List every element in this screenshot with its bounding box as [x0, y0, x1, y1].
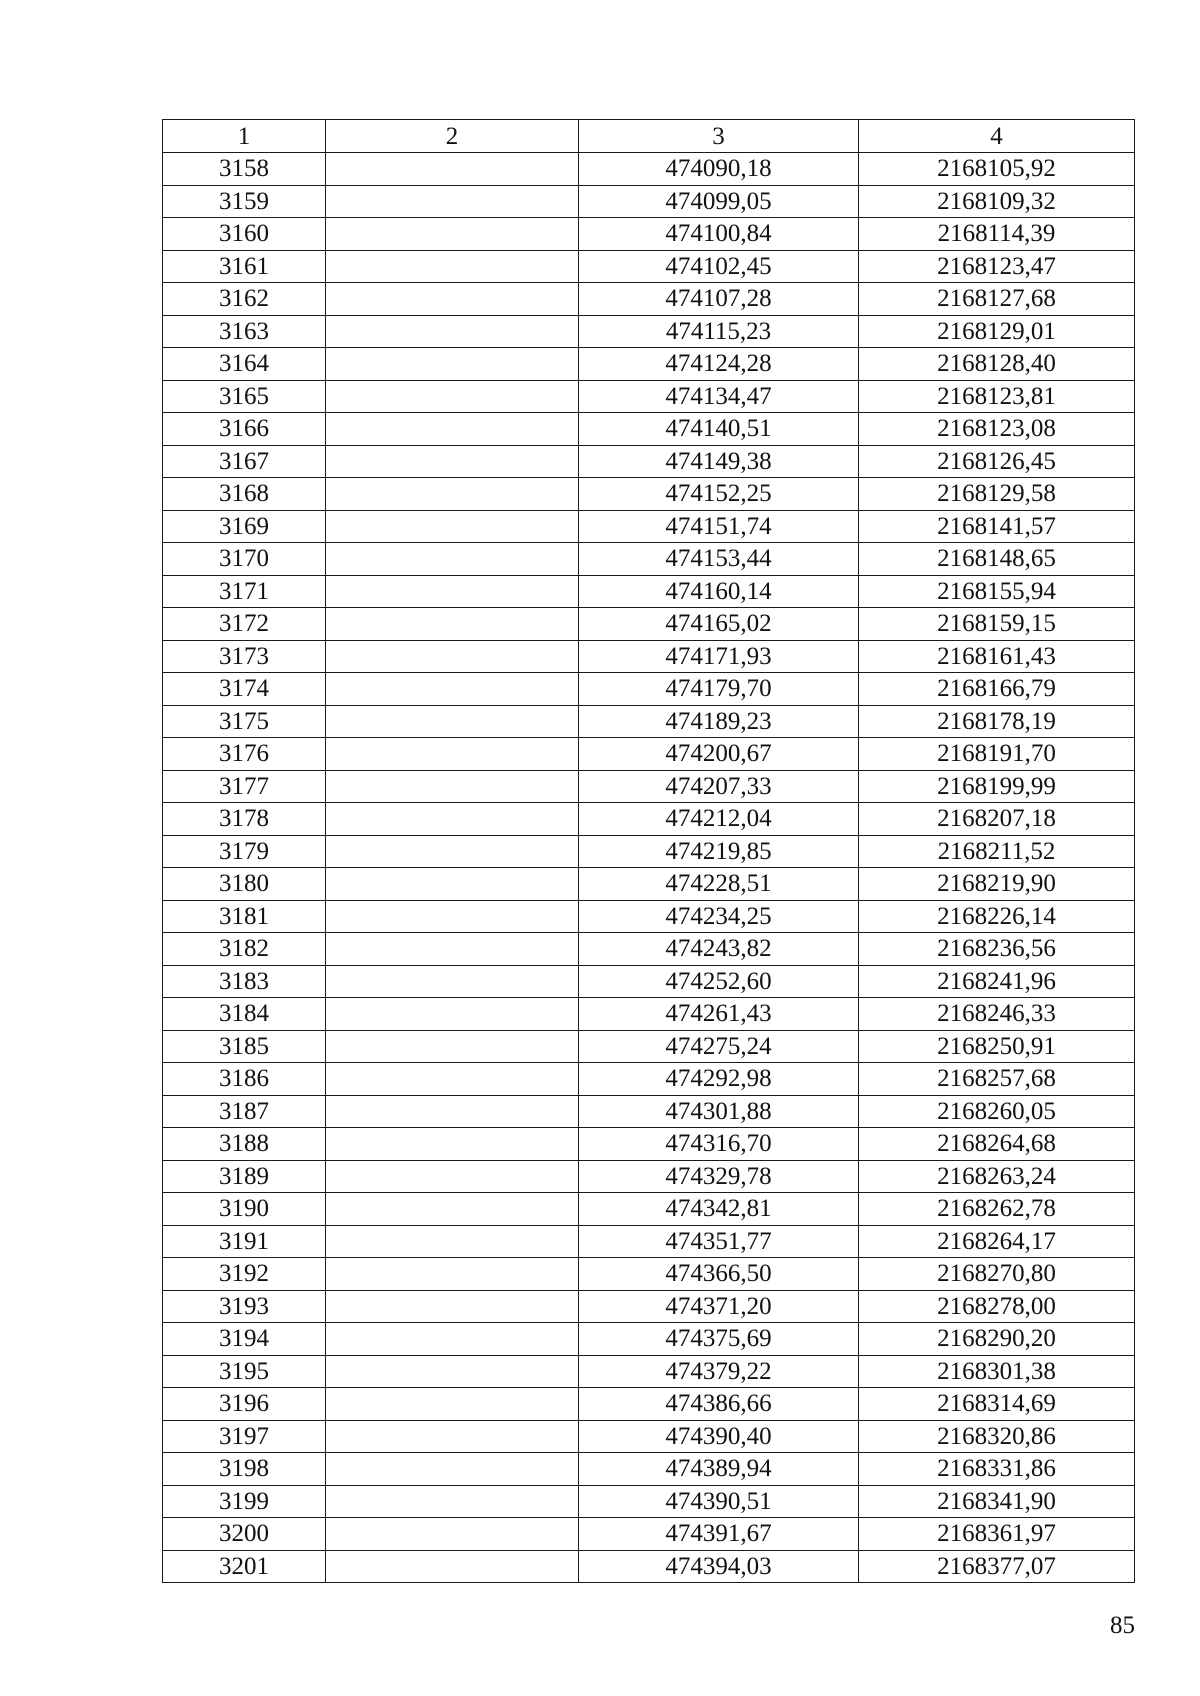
- table-cell-col-4: 2168155,94: [859, 575, 1135, 608]
- table-cell-col-4: 2168123,08: [859, 413, 1135, 446]
- table-cell-col-4: 2168262,78: [859, 1193, 1135, 1226]
- table-cell-col-3: 474171,93: [579, 640, 859, 673]
- table-cell-col-1: 3196: [163, 1388, 326, 1421]
- table-cell-col-3: 474390,40: [579, 1420, 859, 1453]
- table-row: [163, 608, 1135, 641]
- table-cell-col-4: 2168127,68: [859, 283, 1135, 316]
- table-cell-col-2: [326, 868, 579, 901]
- table-cell-col-2: [326, 738, 579, 771]
- table-cell-col-4: 2168141,57: [859, 510, 1135, 543]
- table-row: [163, 1453, 1135, 1486]
- table-cell-col-3: 474292,98: [579, 1063, 859, 1096]
- table-cell-col-3: 474394,03: [579, 1550, 859, 1583]
- table-cell-col-2: [326, 1095, 579, 1128]
- table-cell-col-3: 474342,81: [579, 1193, 859, 1226]
- table-cell-col-3: 474243,82: [579, 933, 859, 966]
- table-cell-col-2: [326, 1258, 579, 1291]
- table-cell-col-2: [326, 1518, 579, 1551]
- table-cell-col-4: 2168123,47: [859, 250, 1135, 283]
- table-cell-col-3: 474212,04: [579, 803, 859, 836]
- table-cell-col-3: 474151,74: [579, 510, 859, 543]
- table-row: [163, 1485, 1135, 1518]
- table-row: [163, 1063, 1135, 1096]
- table-cell-col-3: 474107,28: [579, 283, 859, 316]
- table-cell-col-3: 474386,66: [579, 1388, 859, 1421]
- table-cell-col-4: 2168341,90: [859, 1485, 1135, 1518]
- page-number: 85: [1110, 1612, 1135, 1639]
- table-cell-col-3: 474390,51: [579, 1485, 859, 1518]
- table-cell-col-3: 474102,45: [579, 250, 859, 283]
- table-row: [163, 413, 1135, 446]
- table-cell-col-3: 474275,24: [579, 1030, 859, 1063]
- table-cell-col-1: 3198: [163, 1453, 326, 1486]
- table-row: [163, 1290, 1135, 1323]
- table-cell-col-1: 3191: [163, 1225, 326, 1258]
- table-cell-col-2: [326, 1485, 579, 1518]
- column-header-2: 2: [326, 120, 579, 153]
- table-cell-col-4: 2168128,40: [859, 348, 1135, 381]
- table-cell-col-2: [326, 1355, 579, 1388]
- table-cell-col-1: 3197: [163, 1420, 326, 1453]
- table-row: [163, 673, 1135, 706]
- table-cell-col-3: 474099,05: [579, 185, 859, 218]
- table-row: [163, 315, 1135, 348]
- table-cell-col-4: 2168236,56: [859, 933, 1135, 966]
- table-cell-col-2: [326, 1063, 579, 1096]
- table-cell-col-2: [326, 348, 579, 381]
- table-cell-col-4: 2168166,79: [859, 673, 1135, 706]
- table-row: [163, 510, 1135, 543]
- table-cell-col-1: 3166: [163, 413, 326, 446]
- table-cell-col-3: 474329,78: [579, 1160, 859, 1193]
- table-cell-col-3: 474153,44: [579, 543, 859, 576]
- table-row: [163, 445, 1135, 478]
- table-cell-col-4: 2168126,45: [859, 445, 1135, 478]
- table-cell-col-2: [326, 315, 579, 348]
- table-cell-col-3: 474379,22: [579, 1355, 859, 1388]
- table-cell-col-1: 3161: [163, 250, 326, 283]
- table-cell-col-1: 3200: [163, 1518, 326, 1551]
- table-cell-col-2: [326, 1420, 579, 1453]
- table-row: [163, 868, 1135, 901]
- table-row: [163, 218, 1135, 251]
- table-cell-col-1: 3178: [163, 803, 326, 836]
- table-cell-col-2: [326, 933, 579, 966]
- table-row: [163, 933, 1135, 966]
- table-cell-col-2: [326, 478, 579, 511]
- table-row: [163, 738, 1135, 771]
- table-cell-col-1: 3174: [163, 673, 326, 706]
- table-row: [163, 1518, 1135, 1551]
- table-cell-col-1: 3170: [163, 543, 326, 576]
- table-cell-col-1: 3173: [163, 640, 326, 673]
- table-cell-col-3: 474375,69: [579, 1323, 859, 1356]
- table-cell-col-3: 474219,85: [579, 835, 859, 868]
- table-row: [163, 835, 1135, 868]
- table-cell-col-1: 3179: [163, 835, 326, 868]
- table-cell-col-3: 474371,20: [579, 1290, 859, 1323]
- table-cell-col-2: [326, 543, 579, 576]
- table-cell-col-4: 2168123,81: [859, 380, 1135, 413]
- table-row: [163, 1323, 1135, 1356]
- table-cell-col-2: [326, 900, 579, 933]
- table-cell-col-2: [326, 153, 579, 186]
- table-row: [163, 478, 1135, 511]
- table-row: [163, 1225, 1135, 1258]
- table-cell-col-1: 3182: [163, 933, 326, 966]
- table-row: [163, 1030, 1135, 1063]
- table-cell-col-4: 2168301,38: [859, 1355, 1135, 1388]
- table-cell-col-1: 3168: [163, 478, 326, 511]
- table-cell-col-3: 474389,94: [579, 1453, 859, 1486]
- table-cell-col-2: [326, 608, 579, 641]
- table-cell-col-4: 2168361,97: [859, 1518, 1135, 1551]
- table-cell-col-4: 2168211,52: [859, 835, 1135, 868]
- table-cell-col-4: 2168199,99: [859, 770, 1135, 803]
- table-row: [163, 965, 1135, 998]
- table-cell-col-3: 474189,23: [579, 705, 859, 738]
- table-cell-col-4: 2168377,07: [859, 1550, 1135, 1583]
- table-cell-col-2: [326, 283, 579, 316]
- table-cell-col-1: 3184: [163, 998, 326, 1031]
- table-row: [163, 575, 1135, 608]
- table-row: [163, 1388, 1135, 1421]
- column-header-3: 3: [579, 120, 859, 153]
- table-cell-col-1: 3169: [163, 510, 326, 543]
- table-cell-col-2: [326, 510, 579, 543]
- table-cell-col-2: [326, 640, 579, 673]
- table-cell-col-1: 3195: [163, 1355, 326, 1388]
- table-cell-col-3: 474124,28: [579, 348, 859, 381]
- table-cell-col-1: 3177: [163, 770, 326, 803]
- table-cell-col-2: [326, 445, 579, 478]
- table-cell-col-4: 2168219,90: [859, 868, 1135, 901]
- table-cell-col-4: 2168320,86: [859, 1420, 1135, 1453]
- table-cell-col-2: [326, 705, 579, 738]
- table-cell-col-3: 474301,88: [579, 1095, 859, 1128]
- table-cell-col-2: [326, 1323, 579, 1356]
- table-cell-col-1: 3190: [163, 1193, 326, 1226]
- table-cell-col-4: 2168264,17: [859, 1225, 1135, 1258]
- table-cell-col-4: 2168109,32: [859, 185, 1135, 218]
- table-cell-col-2: [326, 1225, 579, 1258]
- table-cell-col-1: 3194: [163, 1323, 326, 1356]
- table-cell-col-3: 474115,23: [579, 315, 859, 348]
- table-body: [163, 153, 1135, 1583]
- table-cell-col-1: 3186: [163, 1063, 326, 1096]
- table-row: [163, 770, 1135, 803]
- table-cell-col-3: 474152,25: [579, 478, 859, 511]
- table-row: [163, 543, 1135, 576]
- table-cell-col-2: [326, 380, 579, 413]
- table-cell-col-2: [326, 1160, 579, 1193]
- table-cell-col-2: [326, 835, 579, 868]
- table-cell-col-4: 2168290,20: [859, 1323, 1135, 1356]
- table-cell-col-4: 2168161,43: [859, 640, 1135, 673]
- table-row: [163, 1193, 1135, 1226]
- table-cell-col-3: 474165,02: [579, 608, 859, 641]
- table-cell-col-3: 474366,50: [579, 1258, 859, 1291]
- table-cell-col-1: 3158: [163, 153, 326, 186]
- table-cell-col-4: 2168226,14: [859, 900, 1135, 933]
- table-cell-col-4: 2168257,68: [859, 1063, 1135, 1096]
- table-cell-col-3: 474234,25: [579, 900, 859, 933]
- table-cell-col-3: 474100,84: [579, 218, 859, 251]
- table-cell-col-1: 3201: [163, 1550, 326, 1583]
- table-cell-col-4: 2168159,15: [859, 608, 1135, 641]
- table-cell-col-1: 3192: [163, 1258, 326, 1291]
- table-cell-col-1: 3159: [163, 185, 326, 218]
- table-cell-col-4: 2168191,70: [859, 738, 1135, 771]
- table-cell-col-2: [326, 1193, 579, 1226]
- column-header-4: 4: [859, 120, 1135, 153]
- table-cell-col-4: 2168263,24: [859, 1160, 1135, 1193]
- table-cell-col-4: 2168260,05: [859, 1095, 1135, 1128]
- table-cell-col-2: [326, 218, 579, 251]
- table-cell-col-4: 2168264,68: [859, 1128, 1135, 1161]
- table-row: [163, 250, 1135, 283]
- table-cell-col-4: 2168314,69: [859, 1388, 1135, 1421]
- table-cell-col-2: [326, 673, 579, 706]
- table-row: [163, 348, 1135, 381]
- table-cell-col-3: 474316,70: [579, 1128, 859, 1161]
- table-cell-col-1: 3176: [163, 738, 326, 771]
- table-cell-col-3: 474160,14: [579, 575, 859, 608]
- table-cell-col-2: [326, 965, 579, 998]
- table-cell-col-3: 474200,67: [579, 738, 859, 771]
- table-header-row: [163, 120, 1135, 153]
- table-cell-col-1: 3180: [163, 868, 326, 901]
- table-cell-col-4: 2168270,80: [859, 1258, 1135, 1291]
- table-cell-col-3: 474179,70: [579, 673, 859, 706]
- table-cell-col-1: 3183: [163, 965, 326, 998]
- table-cell-col-3: 474207,33: [579, 770, 859, 803]
- table-cell-col-2: [326, 413, 579, 446]
- table-cell-col-3: 474149,38: [579, 445, 859, 478]
- table-cell-col-1: 3187: [163, 1095, 326, 1128]
- table-cell-col-1: 3163: [163, 315, 326, 348]
- table-cell-col-2: [326, 185, 579, 218]
- table-cell-col-2: [326, 770, 579, 803]
- table-row: [163, 283, 1135, 316]
- table-cell-col-1: 3167: [163, 445, 326, 478]
- table-cell-col-2: [326, 575, 579, 608]
- table-cell-col-2: [326, 1290, 579, 1323]
- table-cell-col-2: [326, 1453, 579, 1486]
- table-row: [163, 1420, 1135, 1453]
- table-cell-col-1: 3175: [163, 705, 326, 738]
- table-cell-col-2: [326, 1550, 579, 1583]
- table-cell-col-1: 3199: [163, 1485, 326, 1518]
- table-cell-col-3: 474228,51: [579, 868, 859, 901]
- table-row: [163, 380, 1135, 413]
- table-cell-col-3: 474391,67: [579, 1518, 859, 1551]
- table-cell-col-4: 2168114,39: [859, 218, 1135, 251]
- coordinates-table: [162, 119, 1135, 1583]
- table-cell-col-1: 3189: [163, 1160, 326, 1193]
- table-row: [163, 1095, 1135, 1128]
- table-cell-col-1: 3188: [163, 1128, 326, 1161]
- table-cell-col-4: 2168241,96: [859, 965, 1135, 998]
- table-cell-col-2: [326, 250, 579, 283]
- table-cell-col-4: 2168250,91: [859, 1030, 1135, 1063]
- table-cell-col-1: 3164: [163, 348, 326, 381]
- table-row: [163, 998, 1135, 1031]
- table-cell-col-1: 3171: [163, 575, 326, 608]
- table-row: [163, 1128, 1135, 1161]
- table-row: [163, 1258, 1135, 1291]
- table-row: [163, 1550, 1135, 1583]
- table-row: [163, 1355, 1135, 1388]
- table-cell-col-1: 3165: [163, 380, 326, 413]
- table-row: [163, 705, 1135, 738]
- table-row: [163, 640, 1135, 673]
- table-row: [163, 185, 1135, 218]
- table-cell-col-4: 2168207,18: [859, 803, 1135, 836]
- table-cell-col-4: 2168178,19: [859, 705, 1135, 738]
- table-cell-col-1: 3181: [163, 900, 326, 933]
- table-cell-col-2: [326, 998, 579, 1031]
- table-cell-col-4: 2168148,65: [859, 543, 1135, 576]
- table-row: [163, 1160, 1135, 1193]
- table-cell-col-1: 3162: [163, 283, 326, 316]
- table-cell-col-3: 474261,43: [579, 998, 859, 1031]
- table-cell-col-3: 474090,18: [579, 153, 859, 186]
- table-cell-col-3: 474134,47: [579, 380, 859, 413]
- table-cell-col-4: 2168246,33: [859, 998, 1135, 1031]
- column-header-1: 1: [163, 120, 326, 153]
- table-cell-col-2: [326, 1388, 579, 1421]
- table-cell-col-4: 2168278,00: [859, 1290, 1135, 1323]
- table-cell-col-2: [326, 1128, 579, 1161]
- table-cell-col-1: 3185: [163, 1030, 326, 1063]
- table-cell-col-2: [326, 803, 579, 836]
- table-cell-col-4: 2168129,01: [859, 315, 1135, 348]
- table-cell-col-4: 2168129,58: [859, 478, 1135, 511]
- table-cell-col-3: 474351,77: [579, 1225, 859, 1258]
- table-row: [163, 900, 1135, 933]
- table-cell-col-1: 3193: [163, 1290, 326, 1323]
- table-row: [163, 153, 1135, 186]
- table-cell-col-3: 474140,51: [579, 413, 859, 446]
- table-cell-col-1: 3160: [163, 218, 326, 251]
- table-cell-col-3: 474252,60: [579, 965, 859, 998]
- table-cell-col-4: 2168105,92: [859, 153, 1135, 186]
- table-cell-col-4: 2168331,86: [859, 1453, 1135, 1486]
- table-cell-col-2: [326, 1030, 579, 1063]
- table-cell-col-1: 3172: [163, 608, 326, 641]
- table-row: [163, 803, 1135, 836]
